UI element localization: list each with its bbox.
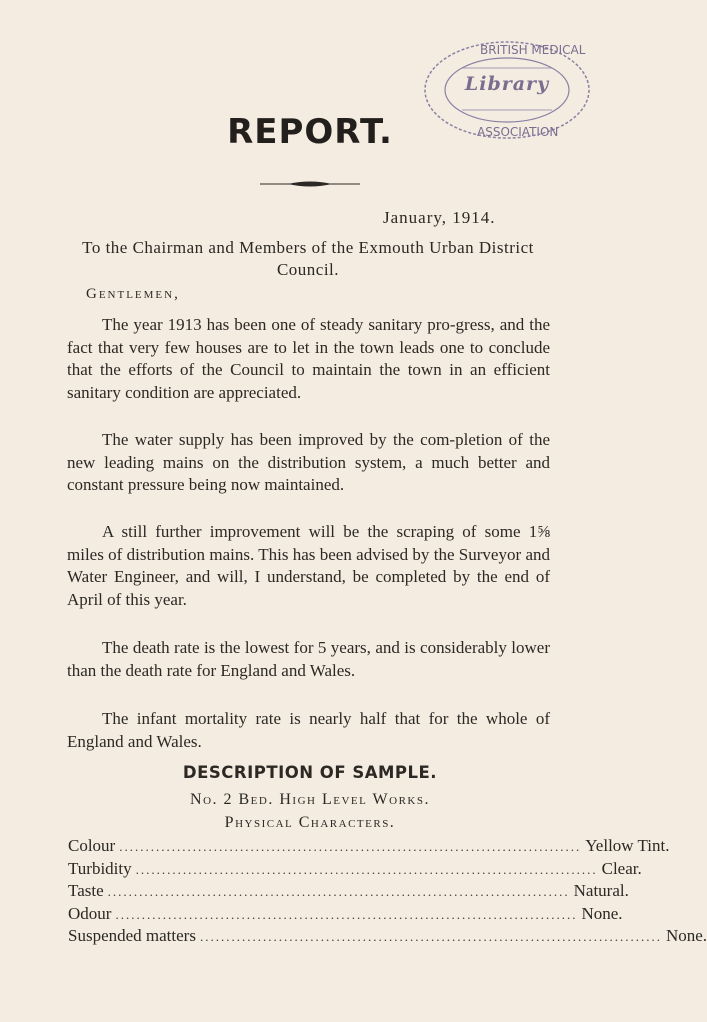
report-title: REPORT. xyxy=(227,112,393,152)
leader-dots: ........................................................................................ xyxy=(135,861,598,877)
table-row xyxy=(68,836,670,859)
row-value: None. xyxy=(665,926,707,945)
leader-dots: ........................................................................................ xyxy=(119,839,582,854)
paragraph: The death rate is the lowest for 5 years, and is considerably lower than the death rate for England and Wales. xyxy=(67,638,550,680)
stamp-center-text: Library xyxy=(464,73,550,95)
row-value: None. xyxy=(581,903,623,923)
row-value: Yellow Tint. xyxy=(585,836,670,855)
row-label: Suspended matters xyxy=(68,926,196,945)
table-row xyxy=(68,903,623,927)
leader-dots: ........................................................................................ xyxy=(199,929,662,944)
paragraph: The infant mortality rate is nearly half that for the whole of England and Wales. xyxy=(67,709,550,751)
row-value: Clear. xyxy=(601,858,642,878)
leader-dots: ........................................................................................ xyxy=(115,906,578,922)
paragraph: A still further improvement will be the scraping of some 1⅝ miles of distribution mains. This has been advised by the Surveyor and Water Engineer, and will, I understand, be completed by the end of April of this year. xyxy=(67,522,550,609)
sample-subheading: No. 2 Bed. High Level Works. xyxy=(190,791,430,808)
table-row xyxy=(68,881,629,904)
row-label: Odour xyxy=(68,903,112,923)
salutation: Gentlemen, xyxy=(86,286,180,302)
addressee: To the Chairman and Members of the Exmouth Urban District Council. xyxy=(82,238,534,279)
leader-dots: ........................................................................................ xyxy=(107,884,570,899)
sample-heading: DESCRIPTION OF SAMPLE. xyxy=(182,763,438,782)
row-value: Natural. xyxy=(573,881,629,900)
stamp-bottom-text: ASSOCIATION xyxy=(477,125,559,139)
report-date: January, 1914. xyxy=(383,208,496,227)
characteristics-table xyxy=(68,836,707,949)
table-row xyxy=(68,858,642,882)
row-label: Turbidity xyxy=(68,858,132,878)
sample-section-title: Physical Characters. xyxy=(224,814,396,831)
stamp-top-text: BRITISH MEDICAL xyxy=(480,43,586,57)
row-label: Colour xyxy=(68,836,116,855)
paragraph: The year 1913 has been one of steady sanitary pro-gress, and the fact that very few houses are to let in the town leads one to conclude that the efforts of the Council to maintain the town in an efficient sanitary condition are appreciated. xyxy=(67,315,550,402)
table-row xyxy=(68,926,707,949)
title-ornament-rule xyxy=(260,178,360,190)
row-label: Taste xyxy=(68,881,104,900)
paragraph: The water supply has been improved by the com-pletion of the new leading mains on the distribution system, a much better and constant pressure being now maintained. xyxy=(67,430,550,494)
